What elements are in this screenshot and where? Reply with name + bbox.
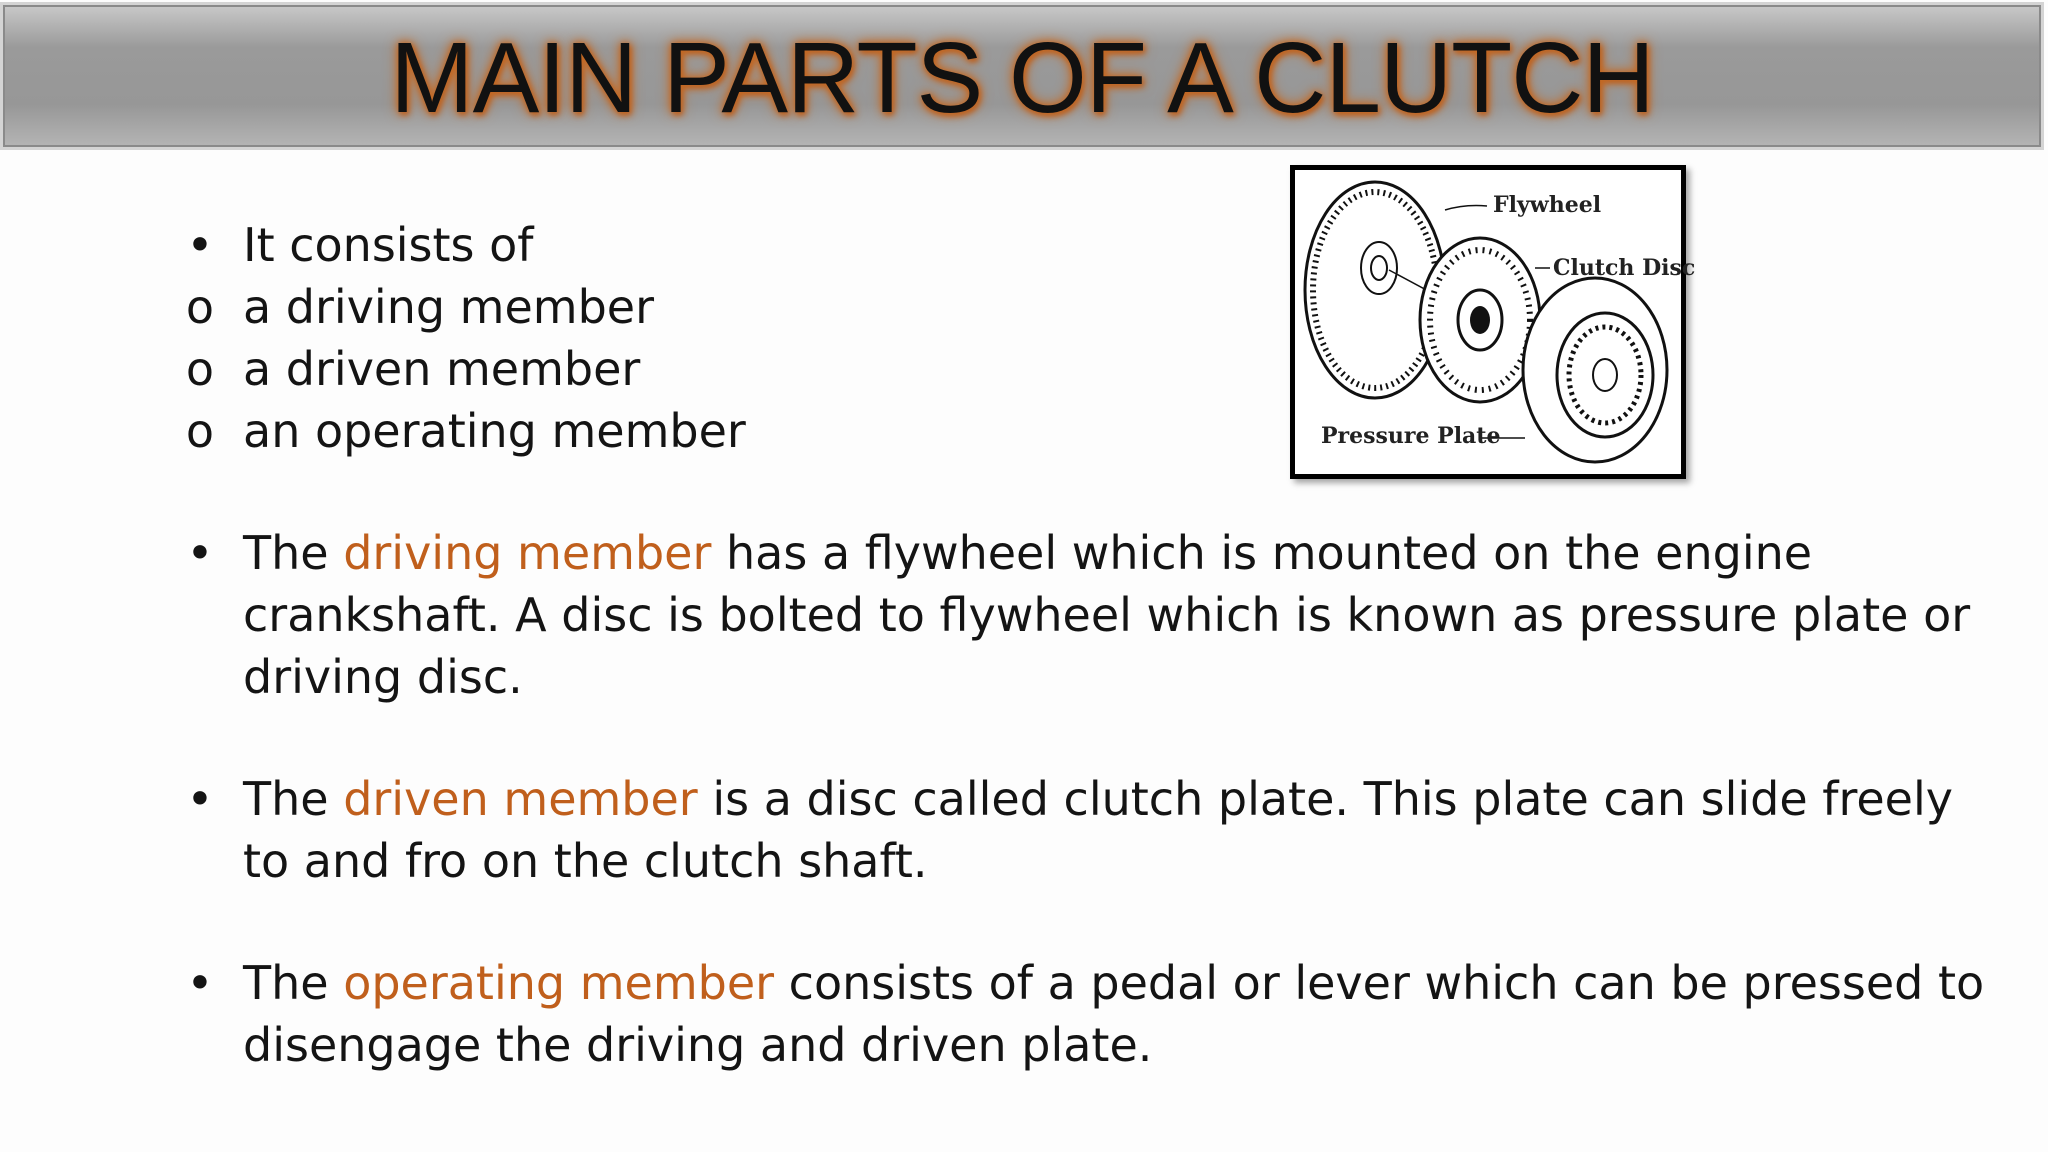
paragraph-body: consists of a pedal or lever which can be pressed to disengage the driving and driven plate. xyxy=(243,956,1985,1072)
bullet-marker: • xyxy=(186,526,214,580)
flywheel-label: Flywheel xyxy=(1493,192,1602,218)
paragraph-lead: The xyxy=(243,772,344,826)
list-item xyxy=(180,338,746,400)
slide-title: MAIN PARTS OF A CLUTCH xyxy=(390,22,1654,134)
paragraph-lead: The xyxy=(243,956,344,1010)
list-item-text: a driven member xyxy=(243,342,641,396)
clutch-disc-label: Clutch Disc xyxy=(1553,255,1696,281)
bullet-marker: • xyxy=(186,218,214,272)
list-item-text: It consists of xyxy=(243,218,534,272)
paragraph-text xyxy=(243,956,1984,1072)
intro-list xyxy=(180,214,746,462)
paragraph-body: is a disc called clutch plate. This plate can slide freely to and fro on the clutch shaft. xyxy=(243,772,1953,888)
highlighted-term: operating member xyxy=(343,956,775,1010)
list-item xyxy=(180,522,2010,708)
list-item xyxy=(180,952,2010,1076)
description-list xyxy=(180,522,2010,1136)
paragraph-text xyxy=(243,526,1970,704)
clutch-diagram xyxy=(1290,165,1696,479)
bullet-marker: • xyxy=(186,772,214,826)
sub-bullet-marker: o xyxy=(185,404,215,458)
paragraph-lead: The xyxy=(243,526,344,580)
sub-bullet-marker: o xyxy=(185,280,215,334)
list-item xyxy=(180,276,746,338)
title-bar xyxy=(0,2,2044,150)
bullet-marker: • xyxy=(186,956,214,1010)
highlighted-term: driven member xyxy=(343,772,698,826)
highlighted-term: driving member xyxy=(343,526,712,580)
list-item xyxy=(180,214,746,276)
paragraph-body: has a flywheel which is mounted on the engine crankshaft. A disc is bolted to flywheel which is known as pressure plate or driving disc. xyxy=(243,526,1971,704)
sub-bullet-marker: o xyxy=(185,342,215,396)
list-item xyxy=(180,768,2010,892)
list-item xyxy=(180,400,746,462)
pressure-plate-label: Pressure Plate xyxy=(1321,423,1501,449)
list-item-text: a driving member xyxy=(243,280,655,334)
paragraph-text xyxy=(243,772,1953,888)
list-item-text: an operating member xyxy=(243,404,746,458)
